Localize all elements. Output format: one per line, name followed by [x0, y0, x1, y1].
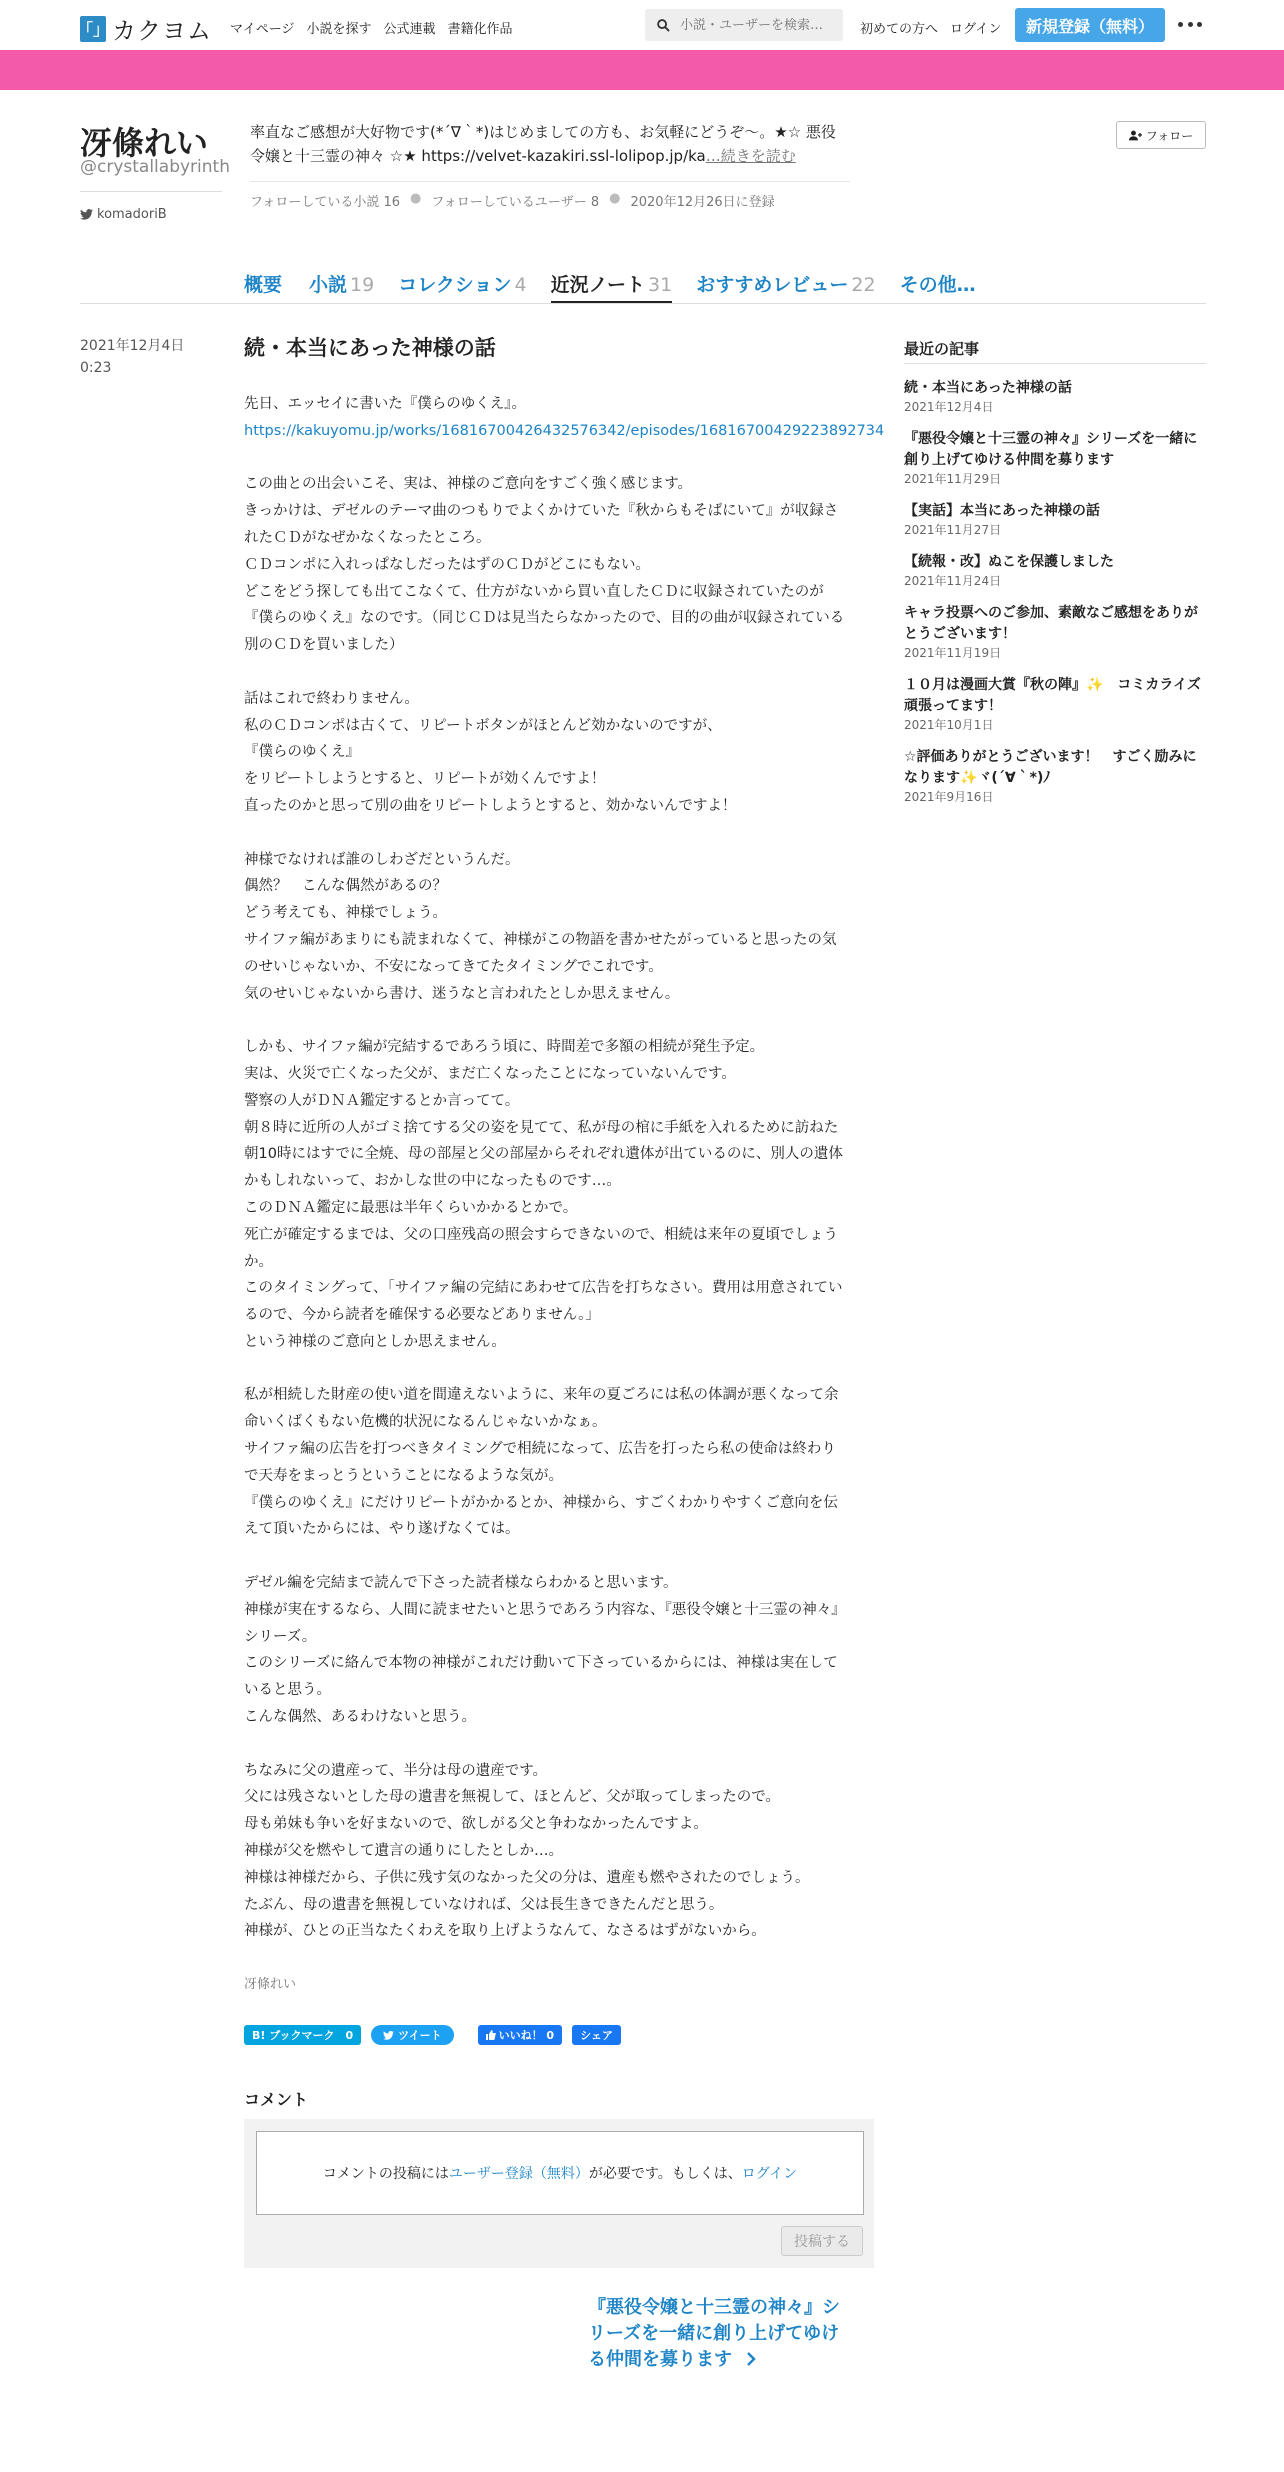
- article-paragraph: どこをどう探しても出てこなくて、仕方がないから買い直したＣＤに収録されていたのが『僕らのゆくえ』なのです。（同じＣＤは見当たらなかったので、目的の曲が収録されている別のＣＤを買いました）: [244, 583, 845, 654]
- article-paragraph: ＣＤコンポに入れっぱなしだったはずのＣＤがどこにもない。: [244, 556, 650, 573]
- article-paragraph: 気のせいじゃないから書け、迷うなと言われたとしか思えません。: [244, 985, 680, 1002]
- recent-post-title[interactable]: 【実話】本当にあった神様の話: [904, 503, 1100, 519]
- search-input[interactable]: [680, 18, 840, 33]
- article-paragraph: この曲との出会いこそ、実は、神様のご意向をすごく強く感じます。: [244, 476, 693, 493]
- site-logo[interactable]: [77, 11, 212, 46]
- recent-post-title[interactable]: ☆評価ありがとうございます！ すごく励みになります✨ヾ(´∀｀*)ﾉ: [904, 749, 1197, 786]
- article-paragraph: 神様が父を燃やして遺言の通りにしたとしか…。: [244, 1843, 563, 1860]
- article-paragraph: をリピートしようとすると、リピートが効くんですよ！: [244, 771, 606, 788]
- article-paragraph: 直ったのかと思って別の曲をリピートしようとすると、効かないんですよ！: [244, 797, 737, 814]
- recent-post-item[interactable]: [904, 552, 1206, 589]
- facebook-like-button[interactable]: いいね！ 0: [478, 2025, 562, 2045]
- nav-find-novels[interactable]: 小説を探す: [306, 22, 372, 37]
- registered-date: 2020年12月26日に登録: [630, 195, 775, 210]
- dot-separator: ●: [609, 191, 621, 206]
- login-link[interactable]: ログイン: [950, 22, 1002, 37]
- logo-text: カクヨム: [112, 17, 212, 45]
- blank-line: [244, 659, 848, 686]
- article-paragraph: 話はこれで終わりません。: [244, 690, 419, 707]
- beginners-link[interactable]: 初めての方へ: [860, 22, 939, 37]
- article-paragraph: たぶん、母の遺書を無視していなければ、父は長生きできたんだと思う。: [244, 1896, 724, 1913]
- twitter-icon: [383, 2031, 394, 2040]
- article-paragraph: どう考えても、神様でしょう。: [244, 905, 447, 922]
- recent-post-item[interactable]: [904, 429, 1206, 487]
- article-paragraph: サイファ編の広告を打つべきタイミングで相続になって、広告を打ったら私の使命は終わりで天寿をまっとうということになるような気が。: [244, 1441, 836, 1484]
- facebook-share-button[interactable]: シェア: [572, 2025, 621, 2045]
- global-nav: [230, 18, 513, 37]
- site-header: [0, 0, 1284, 50]
- profile-tabs: [244, 262, 1003, 304]
- twitter-handle: komadoriB: [97, 207, 167, 222]
- divider: [250, 181, 850, 182]
- recent-post-date: 2021年10月1日: [904, 718, 994, 732]
- blank-line: [244, 1543, 848, 1570]
- recent-posts-list: [904, 378, 1206, 819]
- recent-post-date: 2021年12月4日: [904, 400, 994, 414]
- user-name: 冴條れい: [80, 124, 209, 162]
- recent-post-title[interactable]: 『悪役令嬢と十三霊の神々』シリーズを一緒に創り上げてゆける仲間を募ります: [904, 431, 1198, 468]
- article-paragraph: 神様でなければ誰のしわざだというんだ。: [244, 851, 520, 868]
- next-article-link[interactable]: 『悪役令嬢と十三霊の神々』シリーズを一緒に創り上げてゆける仲間を募ります: [588, 2297, 840, 2370]
- recent-post-title[interactable]: １０月は漫画大賞『秋の陣』✨ コミカライズ頑張ってます！: [904, 677, 1201, 714]
- tab-reviews[interactable]: おすすめレビュー 22: [696, 274, 876, 296]
- bio-line: 令嬢と十三霊の神々 ☆★ https://velvet-kazakiri.ssl-lolipop.jp/ka: [250, 147, 706, 165]
- follow-button[interactable]: [1116, 121, 1206, 149]
- article-paragraph: 神様は神様だから、子供に残す気のなかった父の分は、遺産も燃やされたのでしょう。: [244, 1869, 810, 1886]
- article-paragraph: デゼル編を完結まで読んで下さった読者様ならわかると思います。: [244, 1575, 678, 1592]
- article-paragraph: ちなみに父の遺産って、半分は母の遺産です。: [244, 1762, 548, 1779]
- article-paragraph: という神様のご意向としか思えません。: [244, 1333, 506, 1350]
- recent-post-item[interactable]: [904, 378, 1206, 415]
- tab-collections[interactable]: コレクション 4: [398, 274, 527, 296]
- article-paragraph: このタイミングって、「サイファ編の完結にあわせて広告を打ちなさい。費用は用意されているので、今から読者を確保する必要などありません。」: [244, 1280, 843, 1324]
- article-paragraph: 母も弟妹も争いを好まないので、欲しがる父と争わなかったんですよ。: [244, 1816, 708, 1833]
- article-paragraph: [244, 418, 885, 445]
- article-paragraph: サイファ編があまりにも読まれなくて、神様がこの物語を書かせたがっていると思ったの気のせいじゃないか、不安になってきてたタイミングでこれです。: [244, 931, 837, 975]
- blank-line: [244, 820, 848, 847]
- tab-news-notes[interactable]: 近況ノート 31: [551, 262, 673, 304]
- following-users-link[interactable]: フォローしているユーザー 8: [431, 195, 600, 210]
- article-paragraph: 実は、火災で亡くなった父が、まだ亡くなったことになっていないんです。: [244, 1065, 736, 1082]
- article-link[interactable]: https://kakuyomu.jp/works/16816700426432576342/episodes/16816700429223892734: [244, 422, 885, 439]
- recent-post-date: 2021年11月24日: [904, 574, 1002, 588]
- follow-label: フォロー: [1145, 128, 1194, 143]
- article-paragraph: 私が相続した財産の使い道を間違えないように、来年の夏ごろには私の体調が悪くなって余命いくばくもない危機的状況になるんじゃないかなぁ。: [244, 1387, 839, 1431]
- article-paragraph: 『僕らのゆくえ』: [244, 744, 360, 761]
- post-comment-button[interactable]: 投稿する: [781, 2226, 863, 2256]
- twitter-icon: [80, 209, 93, 220]
- share-buttons: [244, 2025, 621, 2045]
- profile-meta: [250, 191, 775, 210]
- more-icon[interactable]: [1178, 18, 1202, 30]
- article-body: [244, 391, 885, 1945]
- article-paragraph: 死亡が確定するまでは、父の口座残高の照会すらできないので、相続は来年の夏頃でしょうか。: [244, 1226, 839, 1270]
- login-link[interactable]: ログイン: [741, 2166, 798, 2182]
- article-paragraph: 警察の人がＤＮＡ鑑定するとか言ってて。: [244, 1092, 520, 1109]
- article-paragraph: 神様が、ひとの正当なたくわえを取り上げようなんて、なさるはずがないから。: [244, 1923, 766, 1940]
- profile-banner: [0, 50, 1284, 90]
- divider: [904, 363, 1206, 364]
- recent-post-date: 2021年11月27日: [904, 523, 1002, 537]
- user-id: @crystallabyrinth: [80, 157, 230, 177]
- article-paragraph: 朝８時に近所の人がゴミ捨てする父の姿を見てて、私が母の棺に手紙を入れるために訪ねた朝10時にはすでに全焼、母の部屋と父の部屋からそれぞれ遺体が出ているのに、別人の遺体かもしれないって、おかしな世の中になったものです…。: [244, 1119, 843, 1190]
- recent-posts-heading: 最近の記事: [904, 340, 980, 358]
- blank-line: [244, 1356, 848, 1383]
- tab-novels[interactable]: 小説 19: [309, 274, 375, 296]
- user-bio: [250, 120, 850, 168]
- chevron-right-icon: [746, 2352, 756, 2366]
- recent-post-title[interactable]: 続・本当にあった神様の話: [904, 380, 1072, 396]
- add-user-icon: [1129, 130, 1142, 141]
- tab-overview[interactable]: 概要: [244, 274, 283, 296]
- article-paragraph: 私のＣＤコンポは古くて、リピートボタンがほとんど効かないのですが、: [244, 717, 722, 734]
- article-paragraph: このＤＮＡ鑑定に最悪は半年くらいかかるとかで。: [244, 1199, 578, 1216]
- bio-line: 率直なご感想が大好物です(*´∇｀*)はじめましての方も、お気軽にどうぞ〜。★☆ 悪役: [250, 123, 836, 141]
- comment-form: [244, 2119, 874, 2268]
- article-paragraph: 父には残さないとした母の遺書を無視して、ほとんど、父が取ってしまったので。: [244, 1789, 780, 1806]
- tab-more[interactable]: その他…: [899, 274, 976, 296]
- post-date: 2021年12月4日 0:23: [80, 338, 185, 376]
- article-paragraph: きっかけは、デゼルのテーマ曲のつもりでよくかけていた『秋からもそばにいて』が収録されたＣＤがなぜかなくなったところ。: [244, 503, 839, 546]
- article-paragraph: このシリーズに絡んで本物の神様がこれだけ動いて下さっているからには、神様は実在していると思う。: [244, 1655, 838, 1699]
- signup-link[interactable]: ユーザー登録（無料）: [448, 2166, 589, 2182]
- article-title: 続・本当にあった神様の話: [244, 336, 496, 360]
- article-paragraph: 『僕らのゆくえ』にだけリピートがかかるとか、神様から、すごくわかりやすくご意向を伝えて頂いたからには、やり遂げなくては。: [244, 1494, 838, 1538]
- article-paragraph: 神様が実在するなら、人間に読ませたいと思うであろう内容な、『悪役令嬢と十三霊の神々』シリーズ。: [244, 1601, 846, 1645]
- comment-login-prompt: コメントの投稿には ユーザー登録（無料） が必要です。もしくは、 ログイン: [256, 2131, 864, 2215]
- following-novels-link[interactable]: フォローしている小説 16: [250, 195, 401, 210]
- hatena-bookmark-button[interactable]: B! ブックマーク 0: [244, 2025, 361, 2045]
- nav-mypage[interactable]: マイページ: [230, 22, 295, 37]
- search-box[interactable]: [645, 9, 843, 41]
- recent-post-item[interactable]: [904, 501, 1206, 538]
- blank-line: [244, 1731, 848, 1758]
- signup-button[interactable]: 新規登録（無料）: [1015, 8, 1165, 42]
- search-icon: [657, 19, 670, 32]
- blank-line: [244, 1007, 848, 1034]
- nav-published-works[interactable]: 書籍化作品: [447, 22, 513, 37]
- recent-post-title[interactable]: 【続報・改】ぬこを保護しました: [904, 554, 1114, 570]
- recent-post-item[interactable]: [904, 747, 1206, 805]
- recent-post-title[interactable]: キャラ投票へのご参加、素敵なご感想をありがとうございます！: [904, 605, 1198, 642]
- logo-mark: 「」: [80, 16, 106, 42]
- author-signature: 冴條れい: [244, 1977, 297, 1992]
- recent-post-date: 2021年11月19日: [904, 646, 1002, 660]
- twitter-link[interactable]: [80, 207, 167, 222]
- divider: [80, 303, 1206, 304]
- divider: [80, 191, 222, 192]
- article-paragraph: 偶然？ こんな偶然があるの？: [244, 878, 447, 895]
- tweet-button[interactable]: ツイート: [371, 2025, 453, 2045]
- blank-line: [244, 445, 848, 472]
- dot-separator: ●: [410, 191, 422, 206]
- recent-post-date: 2021年11月29日: [904, 472, 1002, 486]
- recent-post-item[interactable]: [904, 603, 1206, 661]
- recent-post-date: 2021年9月16日: [904, 790, 994, 804]
- article-paragraph: 先日、エッセイに書いた『僕らのゆくえ』。: [244, 396, 527, 412]
- thumbs-up-icon: [486, 2030, 496, 2040]
- comments-heading: コメント: [244, 2090, 309, 2109]
- recent-post-item[interactable]: [904, 675, 1206, 733]
- read-more-link[interactable]: …続きを読む: [705, 147, 796, 165]
- nav-official-serials[interactable]: 公式連載: [383, 22, 436, 37]
- article-paragraph: こんな偶然、あるわけないと思う。: [244, 1709, 476, 1726]
- article-paragraph: しかも、サイファ編が完結するであろう頃に、時間差で多額の相続が発生予定。: [244, 1039, 765, 1056]
